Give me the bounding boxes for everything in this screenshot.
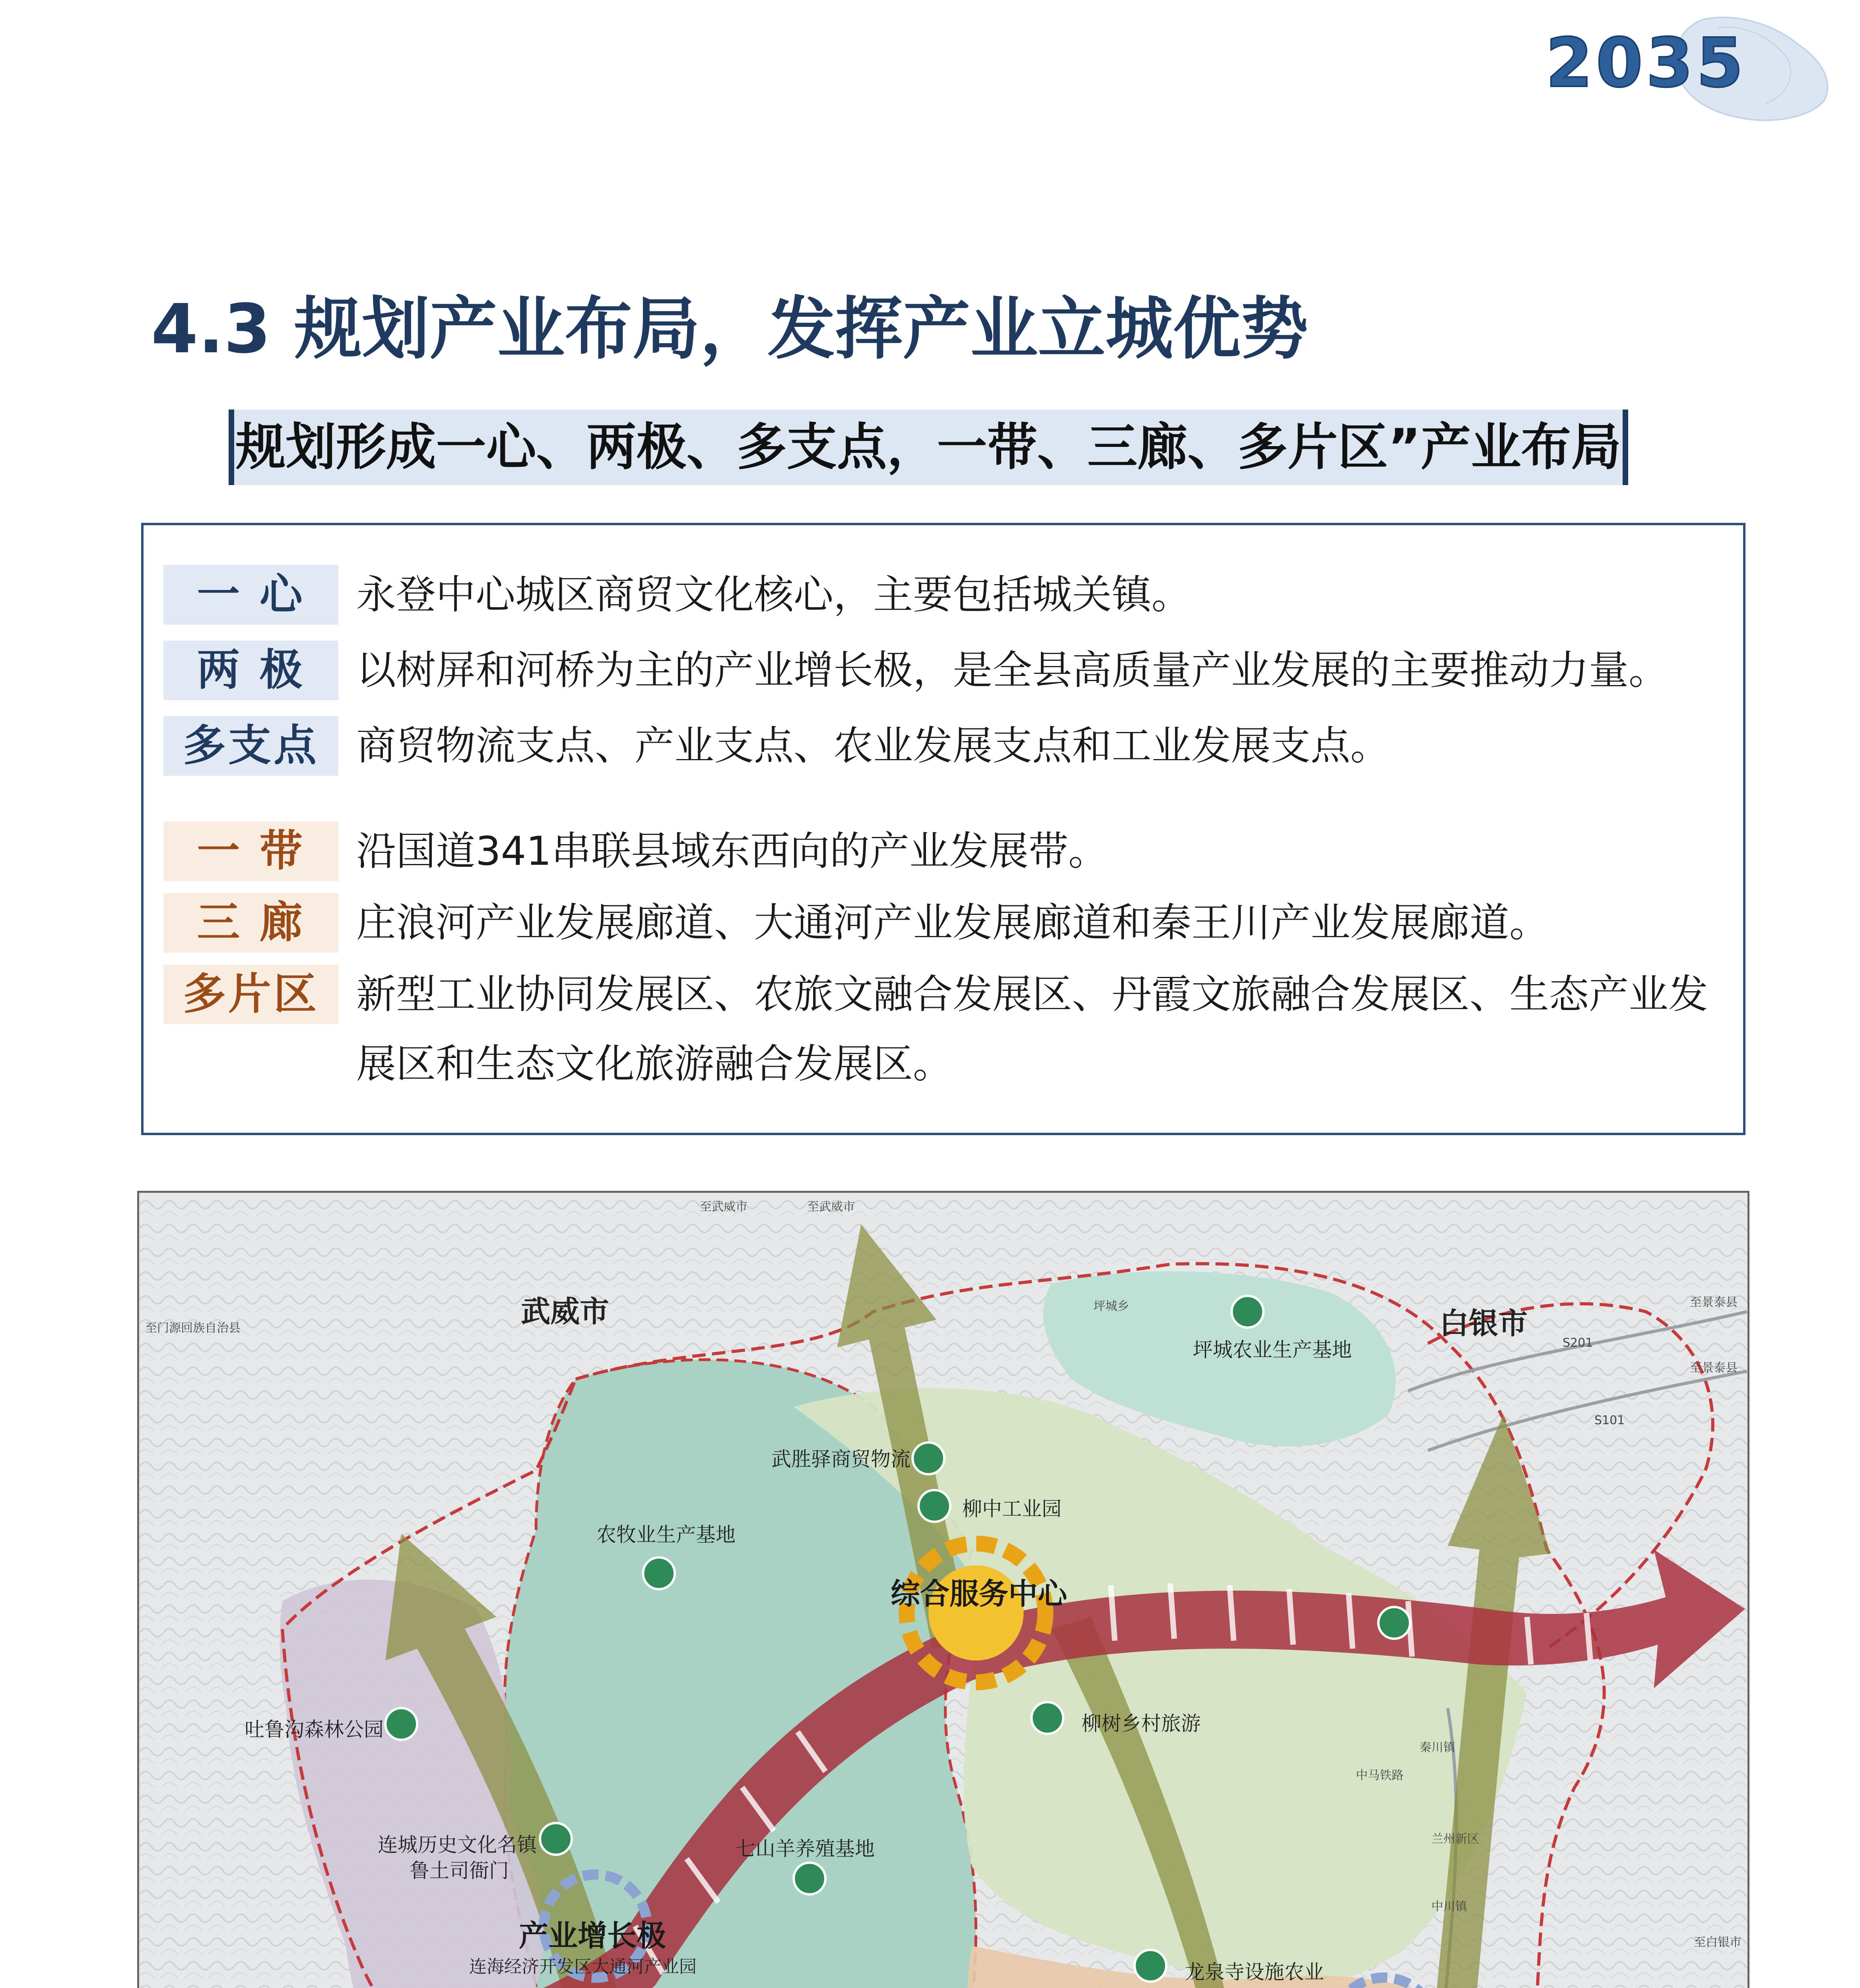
subtitle-text: 规划形成一心、两极、多支点，一带、三廊、多片区”产业布局: [235, 418, 1621, 476]
label-to-jingtai-1: 至景泰县: [1690, 1295, 1738, 1309]
label-to-menyuan: 至门源回族自治县: [145, 1321, 241, 1335]
label-s201: S201: [1563, 1336, 1593, 1350]
label-to-baiyin-1: 至白银市: [1694, 1936, 1742, 1949]
point-liuzhong: 柳中工业园: [962, 1497, 1062, 1520]
layout-desc: 沿国道341串联县域东西向的产业发展带。: [356, 828, 1108, 874]
layout-desc: 新型工业协同发展区、农旅文融合发展区、丹霞文旅融合发展区、生态产业发: [356, 971, 1708, 1017]
layout-tag: 一 带: [163, 821, 338, 881]
label-to-wuwei-2: 至武威市: [807, 1200, 855, 1214]
layout-row: [163, 893, 1714, 953]
point-qishan: 七山羊养殖基地: [736, 1837, 875, 1860]
subtitle-bar: [229, 410, 1628, 485]
layout-row: [163, 641, 1714, 700]
label-to-wuwei-1: 至武威市: [700, 1200, 747, 1214]
layout-tag: 一 心: [163, 565, 338, 625]
label-zhongchuan: 中川镇: [1431, 1900, 1467, 1914]
section-title: 4.3 规划产业布局，发挥产业立城优势: [151, 290, 1309, 369]
point-pingcheng: 坪城农业生产基地: [1193, 1338, 1352, 1361]
region-wuwei: 武威市: [521, 1295, 609, 1329]
layout-desc: 商贸物流支点、产业支点、农业发展支点和工业发展支点。: [356, 722, 1390, 769]
point-longquan: 龙泉寺设施农业: [1185, 1961, 1324, 1984]
layout-summary-box: [141, 523, 1745, 1135]
label-pingcheng-xiang: 坪城乡: [1093, 1299, 1129, 1313]
growth-pole-1-sub: 连海经济开发区大通河产业园: [469, 1957, 697, 1977]
layout-row: [163, 965, 1714, 1096]
layout-tag: 多支点: [163, 716, 338, 776]
layout-tag: 两 极: [163, 641, 338, 700]
point-liancheng-1: 连城历史文化名镇: [378, 1833, 537, 1856]
growth-pole-1-title: 产业增长极: [519, 1919, 666, 1953]
layout-tag: 多片区: [163, 965, 338, 1024]
layout-desc: 以树屏和河桥为主的产业增长极，是全县高质量产业发展的主要推动力量。: [356, 647, 1668, 693]
layout-desc: 永登中心城区商贸文化核心，主要包括城关镇。: [356, 571, 1191, 618]
label-qinchuan: 秦川镇: [1419, 1741, 1455, 1755]
label-to-jingtai-2: 至景泰县: [1690, 1361, 1738, 1375]
region-baiyin: 白银市: [1439, 1307, 1528, 1341]
label-zhongma-railway: 中马铁路: [1356, 1769, 1404, 1782]
layout-row: [163, 565, 1714, 625]
layout-row: [163, 821, 1714, 881]
industry-layout-map: [137, 1191, 1749, 1988]
label-lanzhou-newarea: 兰州新区: [1431, 1832, 1479, 1846]
layout-row: [163, 716, 1714, 776]
point-liushu: 柳树乡村旅游: [1081, 1712, 1201, 1735]
point-wusheng: 武胜驿商贸物流: [771, 1448, 911, 1471]
point-nongmu: 农牧业生产基地: [596, 1523, 736, 1546]
header-year: 2035: [1545, 24, 1747, 103]
center-node-label: 综合服务中心: [891, 1577, 1067, 1611]
layout-tag: 三 廊: [163, 893, 338, 953]
point-liancheng-2: 鲁土司衙门: [410, 1859, 509, 1882]
layout-desc: 庄浪河产业发展廊道、大通河产业发展廊道和秦王川产业发展廊道。: [356, 899, 1549, 946]
label-s101: S101: [1594, 1413, 1625, 1427]
point-tulugou: 吐鲁沟森林公园: [245, 1718, 384, 1741]
layout-desc-continued: 展区和生态文化旅游融合发展区。: [356, 1041, 953, 1087]
